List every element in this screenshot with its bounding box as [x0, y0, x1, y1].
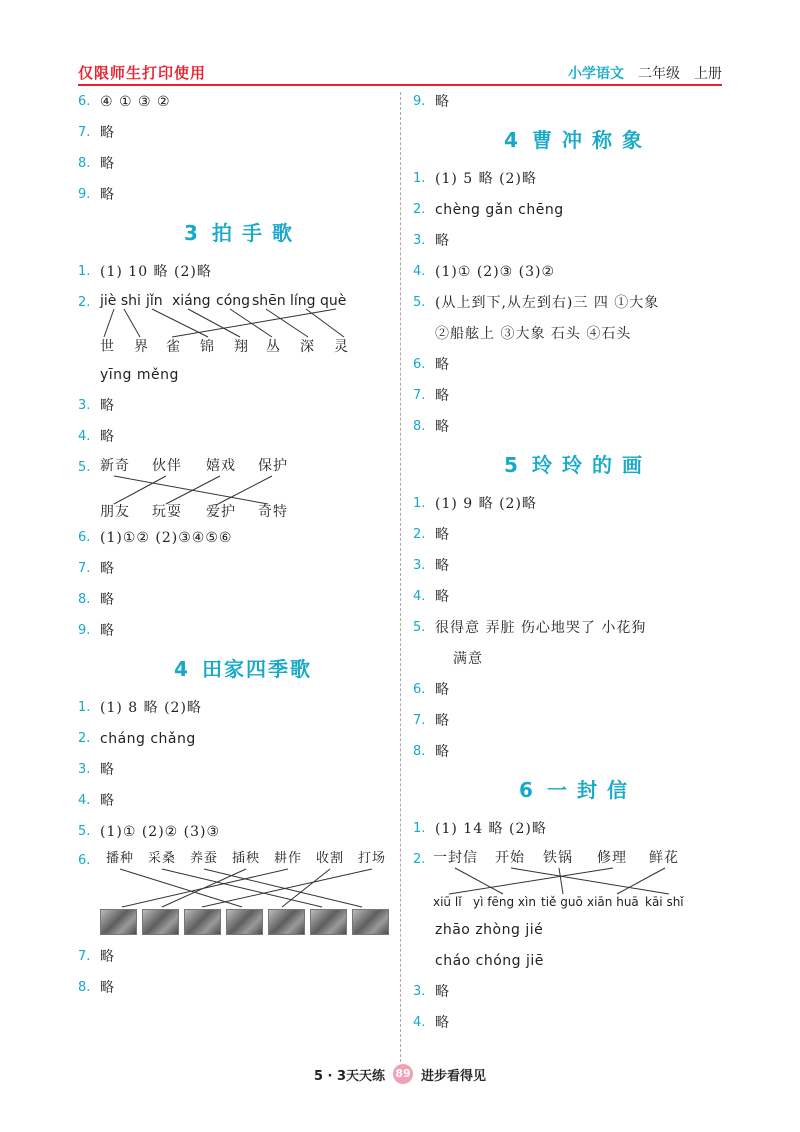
question-number: 1.	[78, 699, 91, 715]
pinyin-item: yì fēng xìn	[473, 895, 536, 909]
question-number: 8.	[78, 979, 91, 995]
answer-row	[413, 550, 743, 581]
activity-item: 插秧	[232, 851, 261, 866]
answer-text: (1) 5 略 (2)略	[435, 170, 537, 187]
match-line	[104, 309, 114, 337]
question-number: 6.	[413, 356, 426, 372]
matching-lines	[100, 867, 400, 911]
answer-row	[413, 612, 743, 643]
answer-row	[413, 581, 743, 612]
answer-row	[413, 318, 743, 349]
pinyin-item: jǐn	[146, 293, 163, 309]
answer-text: chèng gǎn chēng	[435, 201, 564, 218]
answer-text: 略	[435, 681, 450, 698]
pinyin-item: cóng	[216, 293, 251, 309]
page-number: 89	[393, 1064, 413, 1084]
answer-row	[78, 390, 408, 421]
answer-row	[78, 421, 408, 452]
match-line	[559, 868, 563, 894]
match-line	[455, 868, 503, 894]
question-number: 7.	[78, 560, 91, 576]
match-line	[152, 309, 208, 337]
answer-row	[78, 179, 408, 210]
question-number: 3.	[413, 983, 426, 999]
char-item: 界	[134, 339, 149, 355]
question-number: 4.	[78, 792, 91, 808]
series-label: 5 · 3天天练	[313, 1068, 386, 1084]
answer-row	[413, 256, 743, 287]
question-number: 7.	[413, 387, 426, 403]
answer-row	[413, 349, 743, 380]
right-column	[413, 86, 743, 1038]
question-number: 1.	[413, 495, 426, 511]
section-title-text: 玲玲的画	[531, 453, 652, 477]
question-number: 4.	[413, 1014, 426, 1030]
char-item: 世	[100, 339, 115, 355]
farm-photo	[184, 909, 221, 935]
answer-row	[413, 86, 743, 117]
answer-text: 很得意 弄脏 伤心地哭了 小花狗	[435, 619, 647, 636]
char-item: 深	[300, 339, 315, 355]
answer-row	[78, 553, 408, 584]
answer-row	[413, 914, 743, 945]
answer-row	[413, 674, 743, 705]
answer-text: 略	[435, 93, 450, 110]
answer-text: 略	[100, 124, 115, 141]
answer-text: 略	[435, 588, 450, 605]
left-column	[78, 86, 408, 1003]
word-item: 一封信	[433, 850, 478, 866]
answer-text: (1) 9 略 (2)略	[435, 495, 537, 512]
pinyin-item: tiě guō	[541, 895, 583, 909]
char-item: 翔	[234, 339, 249, 355]
word-item: 嬉戏	[206, 458, 236, 474]
answer-text: 略	[100, 948, 115, 965]
answer-text: 略	[100, 591, 115, 608]
answer-row	[78, 148, 408, 179]
match-line	[166, 476, 220, 504]
answer-row	[78, 754, 408, 785]
match-line	[162, 869, 322, 907]
question-number: 9.	[78, 186, 91, 202]
char-item: 雀	[166, 339, 181, 355]
question-number: 1.	[413, 820, 426, 836]
match-line	[114, 476, 166, 504]
question-number: 9.	[78, 622, 91, 638]
question-number: 8.	[78, 591, 91, 607]
question-number: 9.	[413, 93, 426, 109]
answer-text: (1) 8 略 (2)略	[100, 699, 202, 716]
match-line	[230, 309, 272, 337]
answer-row	[413, 225, 743, 256]
answer-text: 略	[100, 792, 115, 809]
answer-text: 略	[100, 560, 115, 577]
question-number: 2.	[78, 730, 91, 746]
word-pinyin-matching	[413, 844, 743, 914]
question-number: 6.	[413, 681, 426, 697]
section-number: 3	[184, 221, 198, 245]
answer-text: 略	[100, 979, 115, 996]
pinyin-item: xiáng	[172, 293, 211, 309]
question-number: 3.	[78, 761, 91, 777]
answer-row	[78, 615, 408, 646]
answer-row	[78, 117, 408, 148]
answer-text: (1)① (2)③ (3)②	[435, 263, 556, 280]
question-number: 5.	[78, 460, 91, 475]
answer-text: 略	[435, 356, 450, 373]
answer-row	[413, 976, 743, 1007]
answer-text: 满意	[453, 650, 483, 667]
pinyin-item: líng	[290, 293, 316, 309]
answer-text: 略	[435, 1014, 450, 1031]
answer-text: (1)①② (2)③④⑤⑥	[100, 529, 233, 546]
section-title-text: 田家四季歌	[201, 657, 312, 681]
question-number: 1.	[78, 263, 91, 279]
answer-text: 略	[435, 557, 450, 574]
activity-item: 采桑	[148, 851, 177, 866]
word-item: 朋友	[100, 504, 130, 520]
activity-item: 养蚕	[190, 851, 219, 866]
question-number: 6.	[78, 853, 91, 868]
pinyin-item: kāi shǐ	[645, 895, 684, 909]
answer-row	[413, 1007, 743, 1038]
word-item: 奇特	[258, 504, 288, 520]
question-number: 3.	[413, 557, 426, 573]
answer-row	[413, 813, 743, 844]
question-number: 5.	[413, 294, 426, 310]
section-title	[78, 210, 408, 256]
word-item: 保护	[258, 458, 288, 474]
char-item: 锦	[200, 339, 215, 355]
activity-item: 打场	[358, 851, 387, 866]
farm-photo	[310, 909, 347, 935]
question-number: 3.	[413, 232, 426, 248]
answer-row	[413, 488, 743, 519]
answer-row	[78, 522, 408, 553]
answer-row	[78, 584, 408, 615]
word-item: 修理	[597, 850, 627, 866]
subject-label: 小学语文	[568, 66, 624, 82]
question-number: 2.	[413, 852, 426, 867]
activity-item: 播种	[106, 851, 135, 866]
answer-row	[413, 736, 743, 767]
answer-text: (1)① (2)② (3)③	[100, 823, 221, 840]
answer-text: (1) 14 略 (2)略	[435, 820, 547, 837]
answer-text: 略	[100, 155, 115, 172]
match-line	[124, 309, 140, 337]
answer-row	[78, 359, 408, 390]
answer-text: 略	[435, 712, 450, 729]
question-number: 4.	[78, 428, 91, 444]
section-number: 4	[504, 128, 518, 152]
farm-photo	[142, 909, 179, 935]
answer-row	[413, 411, 743, 442]
pinyin-item: jiè shi	[100, 293, 141, 309]
answer-row	[413, 945, 743, 976]
pinyin-item: què	[320, 293, 347, 309]
question-number: 8.	[413, 743, 426, 759]
answer-text: 略	[100, 397, 115, 414]
section-title-text: 曹冲称象	[531, 128, 652, 152]
answer-text: 略	[435, 387, 450, 404]
question-number: 2.	[413, 526, 426, 542]
answer-text: 略	[435, 743, 450, 760]
answer-text: ④ ① ③ ②	[100, 93, 171, 110]
answer-row	[78, 941, 408, 972]
answer-text: 略	[100, 622, 115, 639]
farm-photo	[100, 909, 137, 935]
answer-text: yīng měng	[100, 366, 179, 383]
answer-row	[413, 194, 743, 225]
word-item: 开始	[495, 850, 525, 866]
answer-text: zhāo zhòng jié	[435, 921, 544, 938]
slogan-label: 进步看得见	[421, 1068, 487, 1084]
section-title	[413, 117, 743, 163]
answer-text: 略	[435, 983, 450, 1000]
section-number: 6	[519, 778, 533, 802]
answer-row	[78, 972, 408, 1003]
word-item: 新奇	[100, 458, 130, 474]
answer-text: 略	[100, 186, 115, 203]
word-item: 鲜花	[649, 850, 679, 866]
answer-row	[78, 785, 408, 816]
question-number: 2.	[78, 295, 91, 310]
question-number: 6.	[78, 93, 91, 109]
answer-text: cháo chóng jiē	[435, 952, 544, 969]
answer-row	[413, 705, 743, 736]
question-number: 4.	[413, 263, 426, 279]
section-title-text: 一封信	[546, 778, 637, 802]
activity-item: 收割	[316, 851, 345, 866]
page-footer	[0, 1064, 800, 1084]
match-line	[122, 869, 288, 907]
question-number: 2.	[413, 201, 426, 217]
term-label: 上册	[694, 66, 722, 82]
answer-row	[78, 692, 408, 723]
question-number: 6.	[78, 529, 91, 545]
section-title	[413, 767, 743, 813]
grade-label: 二年级	[638, 66, 680, 82]
pinyin-item: shēn	[252, 293, 286, 309]
answer-row	[413, 287, 743, 318]
farm-photo	[352, 909, 389, 935]
answer-row	[413, 163, 743, 194]
answer-text: 略	[435, 418, 450, 435]
print-notice: 仅限师生打印使用	[78, 64, 207, 82]
question-number: 3.	[78, 397, 91, 413]
question-number: 7.	[413, 712, 426, 728]
activity-photo-matching	[78, 847, 408, 941]
word-matching	[78, 452, 408, 522]
answer-text: 略	[435, 232, 450, 249]
photo-strip	[100, 909, 394, 941]
book-info	[568, 63, 722, 83]
question-number: 1.	[413, 170, 426, 186]
section-number: 5	[504, 453, 518, 477]
farm-photo	[226, 909, 263, 935]
pinyin-matching	[78, 287, 408, 359]
answer-row	[78, 256, 408, 287]
pinyin-item: xiū lǐ	[433, 895, 462, 909]
section-title-text: 拍手歌	[211, 221, 302, 245]
word-item: 伙伴	[152, 458, 182, 474]
answer-text: 略	[100, 761, 115, 778]
answer-text: (1) 10 略 (2)略	[100, 263, 212, 280]
pinyin-item: xiān huā	[587, 895, 639, 909]
answer-text: (从上到下,从左到右)三 四 ①大象	[435, 294, 660, 311]
answer-text: cháng chǎng	[100, 730, 196, 747]
match-line	[120, 869, 242, 907]
section-title	[413, 442, 743, 488]
question-number: 8.	[78, 155, 91, 171]
question-number: 7.	[78, 948, 91, 964]
answer-row	[78, 86, 408, 117]
match-line	[617, 868, 665, 894]
word-item: 爱护	[206, 504, 236, 520]
char-item: 丛	[266, 339, 281, 355]
answer-row	[413, 643, 743, 674]
answer-row	[413, 519, 743, 550]
match-line	[266, 309, 308, 337]
farm-photo	[268, 909, 305, 935]
char-item: 灵	[334, 339, 349, 355]
section-number: 4	[174, 657, 188, 681]
answer-text: 略	[435, 526, 450, 543]
question-number: 4.	[413, 588, 426, 604]
activity-item: 耕作	[274, 851, 303, 866]
answer-row	[413, 380, 743, 411]
question-number: 7.	[78, 124, 91, 140]
section-title	[78, 646, 408, 692]
question-number: 5.	[413, 619, 426, 635]
answer-row	[78, 816, 408, 847]
answer-row	[78, 723, 408, 754]
word-item: 玩耍	[152, 504, 182, 520]
word-item: 铁锅	[543, 850, 573, 866]
question-number: 8.	[413, 418, 426, 434]
answer-text: ②船舷上 ③大象 石头 ④石头	[435, 325, 632, 342]
answer-text: 略	[100, 428, 115, 445]
question-number: 5.	[78, 823, 91, 839]
